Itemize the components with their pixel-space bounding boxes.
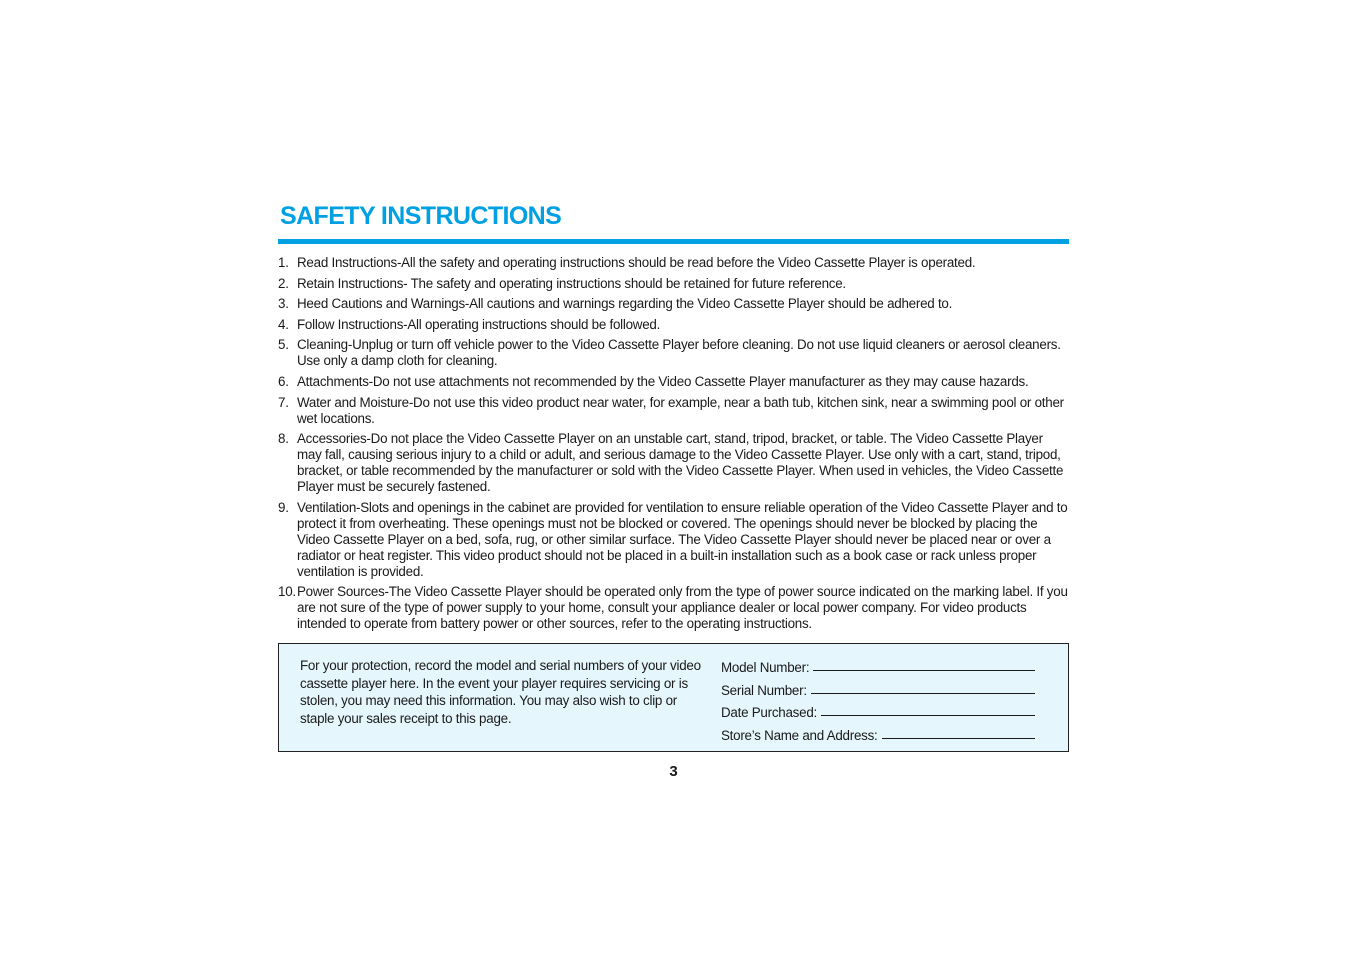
blank-line (821, 714, 1035, 716)
field-label: Store’s Name and Address: (721, 727, 878, 743)
item-text: Cleaning-Unplug or turn off vehicle power to the Video Cassette Player before cleaning. Do not use liquid cleaners or aerosol cleaners. Use only a damp cloth for cleaning. (297, 337, 1061, 369)
list-item (278, 255, 1069, 271)
item-number: 9. (278, 499, 289, 515)
list-item (278, 500, 1069, 580)
item-number: 4. (278, 316, 289, 332)
item-text: Follow Instructions-All operating instructions should be followed. (297, 316, 661, 332)
item-text: Retain Instructions- The safety and operating instructions should be retained for future reference. (297, 275, 846, 291)
item-number: 2. (278, 275, 289, 291)
list-item (278, 296, 1069, 312)
field-label: Serial Number: (721, 682, 807, 698)
item-number: 5. (278, 337, 289, 353)
safety-instructions-list (278, 255, 1069, 637)
page-number: 3 (669, 763, 678, 780)
list-item (278, 276, 1069, 292)
list-item (278, 337, 1069, 369)
item-text: Water and Moisture-Do not use this video product near water, for example, near a bath tub, kitchen sink, near a swimming pool or other wet locations. (297, 394, 1064, 426)
list-item (278, 317, 1069, 333)
item-number: 3. (278, 296, 289, 312)
model-number-field (721, 653, 1035, 675)
store-name-address-field (721, 720, 1035, 742)
blank-line (811, 692, 1035, 694)
date-purchased-field (721, 698, 1035, 720)
item-text: Read Instructions-All the safety and operating instructions should be read before the Video Cassette Player is operated. (297, 255, 976, 270)
item-text: Power Sources-The Video Cassette Player should be operated only from the type of power source indicated on the marking label. If you are not sure of the type of power supply to your home, consult your appliance dealer or local power company. For video products intended to operate from battery power or other sources, refer to the operating instructions. (297, 584, 1068, 632)
item-text: Ventilation-Slots and openings in the cabinet are provided for ventilation to ensure reliable operation of the Video Cassette Player and to protect it from overheating. These openings must not be blocked or covered. The openings should never be blocked by placing the Video Cassette Player on a bed, sofa, rug, or other similar surface. The Video Cassette Player should never be placed near or over a radiator or heat register. This video product should not be placed in a built-in installation such as a book case or rack unless proper ventilation is provided. (297, 499, 1068, 579)
item-number: 1. (278, 255, 289, 270)
manual-page (278, 0, 1069, 954)
record-info-box (278, 643, 1069, 752)
title-rule (278, 239, 1069, 244)
record-info-text: For your protection, record the model and serial numbers of your video cassette player here. In the event your player requires servicing or is stolen, you may need this information. You may also wish to clip or staple your sales receipt to this page. (300, 658, 701, 726)
item-number: 8. (278, 431, 289, 447)
blank-line (813, 669, 1035, 671)
item-text: Attachments-Do not use attachments not recommended by the Video Cassette Player manufacturer as they may cause hazards. (297, 373, 1029, 389)
item-text: Accessories-Do not place the Video Cassette Player on an unstable cart, stand, tripod, bracket, or table. The Video Cassette Player may fall, causing serious injury to a child or adult, and serious damage to the Video Cassette Player. Use only with a cart, stand, tripod, bracket, or table recommended by the manufacturer or sold with the Video Cassette Player. When used in vehicles, the Video Cassette Player must be securely fastened. (297, 431, 1064, 495)
item-number: 6. (278, 373, 289, 389)
list-item (278, 584, 1069, 632)
page-title: SAFETY INSTRUCTIONS (280, 202, 562, 230)
item-number: 7. (278, 394, 289, 410)
blank-line (882, 737, 1035, 739)
field-label: Model Number: (721, 660, 810, 676)
field-label: Date Purchased: (721, 705, 817, 721)
record-fields (721, 653, 1035, 743)
list-item (278, 374, 1069, 390)
list-item (278, 395, 1069, 427)
item-number: 10. (278, 584, 296, 600)
list-item (278, 431, 1069, 495)
serial-number-field (721, 675, 1035, 697)
item-text: Heed Cautions and Warnings-All cautions and warnings regarding the Video Cassette Player should be adhered to. (297, 296, 953, 312)
